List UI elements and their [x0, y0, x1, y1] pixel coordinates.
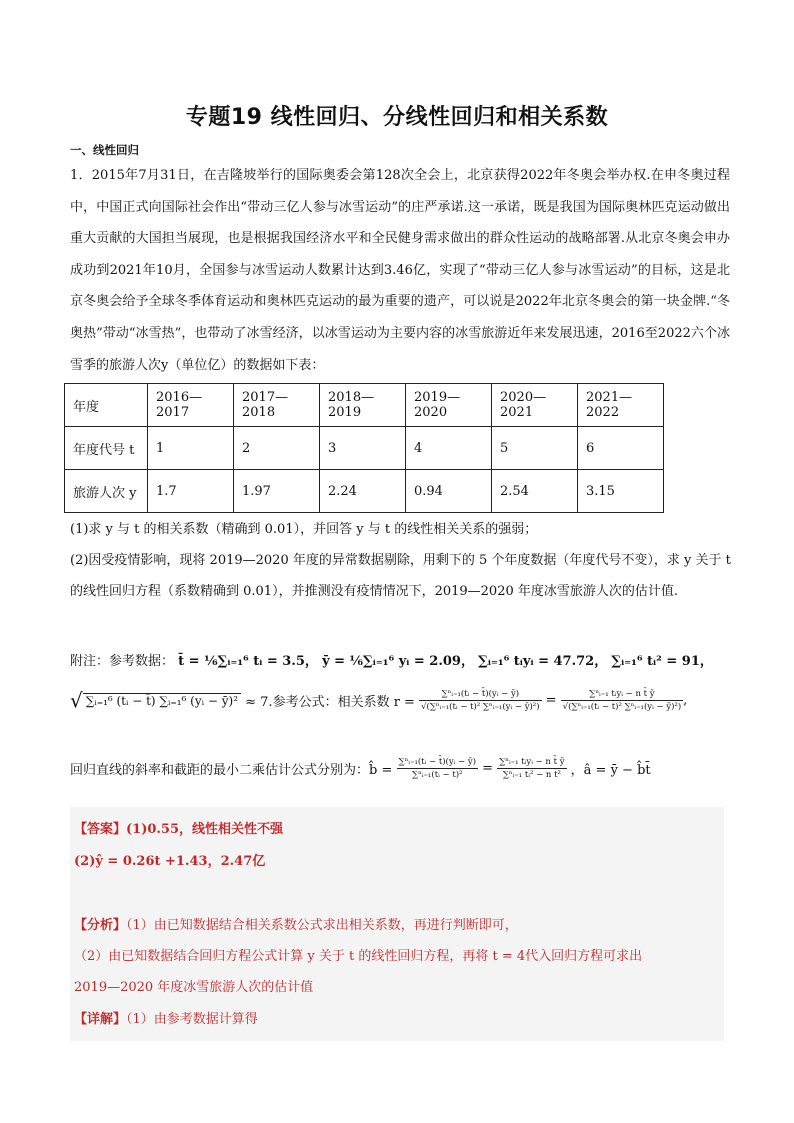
table-cell: 1.97: [234, 470, 320, 513]
table-row: [65, 384, 664, 427]
table-cell: 2016—2017: [148, 384, 234, 427]
table-cell: 5: [492, 427, 578, 470]
sqrt-expression: ∑ᵢ₌₁⁶ (tᵢ − t̄) ∑ᵢ₌₁⁶ (yᵢ − ȳ)²: [83, 693, 241, 708]
table-cell: 2.54: [492, 470, 578, 513]
table-row: [65, 470, 664, 513]
data-table: [64, 383, 664, 513]
row-label-visitors: 旅游人次 y: [65, 470, 148, 513]
analysis-line-1: 【分析】（1）由已知数据结合相关系数公式求出相关系数，再进行判断即可，: [74, 918, 518, 933]
table-cell: 6: [578, 427, 664, 470]
analysis-line-2: （2）由已知数据结合回归方程公式计算 y 关于 t 的线性回归方程，再将 t = 4代入回归方程可求出: [74, 949, 643, 964]
table-row: [65, 427, 664, 470]
table-cell: 2017—2018: [234, 384, 320, 427]
ref-sum-ty: ∑ᵢ₌₁⁶ tᵢyᵢ = 47.72，: [478, 654, 608, 669]
answer-line-1: 【答案】(1)0.55，线性相关性不强: [74, 822, 284, 837]
b-fraction-2: $\frac{\text{∑ⁿᵢ₌₁ tᵢyᵢ − n t̄ ȳ}}{\text{∑ⁿᵢ₌₁ tᵢ² − n t̄²}}$: [499, 757, 565, 780]
table-cell: 1.7: [148, 470, 234, 513]
analysis-tag: 【分析】: [74, 918, 127, 933]
table-cell: 2018—2019: [320, 384, 406, 427]
a-formula: ，â = ȳ − b̂t̄: [570, 763, 651, 778]
table-cell: 2020—2021: [492, 384, 578, 427]
table-cell: 3: [320, 427, 406, 470]
row-label-year: 年度: [65, 384, 148, 427]
ref-mean-y: ȳ = ⅙∑ᵢ₌₁⁶ yᵢ = 2.09，: [322, 654, 474, 669]
reference-data-line: [70, 650, 713, 669]
least-squares-line: 回归直线的斜率和截距的最小二乘估计公式分别为：b̂ = $\frac{\text{∑ⁿᵢ₌₁(tᵢ − t̄)(yᵢ − ȳ)}}{\text{∑ⁿᵢ₌₁(tᵢ − t̄)²}}$ = $\frac{\text{∑ⁿᵢ₌₁ tᵢyᵢ − n t̄ ȳ}}{\text{∑ⁿᵢ₌₁ tᵢ² − n t̄²}}$ ，â = ȳ − b̂t̄: [70, 757, 651, 780]
table-cell: 2021—2022: [578, 384, 664, 427]
answer-line-2: (2)ŷ = 0.26t +1.43，2.47亿: [74, 854, 266, 869]
approx-and-formula-label: ≈ 7.参考公式：相关系数 r =: [245, 695, 415, 710]
table-cell: 2019—2020: [406, 384, 492, 427]
page-title: 专题19 线性回归、分线性回归和相关系数: [185, 105, 609, 130]
r-fraction-1: $\frac{\text{∑ⁿᵢ₌₁(tᵢ − t̄)(yᵢ − ȳ)}}{\text{√(∑ⁿᵢ₌₁(tᵢ − t̄)² ∑ⁿᵢ₌₁(yᵢ − ȳ)²)}}$: [421, 689, 540, 712]
analysis-line-3: 2019—2020 年度冰雪旅游人次的估计值: [74, 980, 314, 995]
question-1: (1)求 y 与 t 的相关系数（精确到 0.01），并回答 y 与 t 的线性相关关系的强弱；: [70, 522, 538, 537]
answer-tag: 【答案】: [74, 822, 127, 837]
ls-prefix: 回归直线的斜率和截距的最小二乘估计公式分别为：b̂ =: [70, 763, 393, 778]
table-cell: 4: [406, 427, 492, 470]
table-cell: 3.15: [578, 470, 664, 513]
table-cell: 0.94: [406, 470, 492, 513]
r-fraction-2: $\frac{\text{∑ⁿᵢ₌₁ tᵢyᵢ − n t̄ ȳ}}{\text{√(∑ⁿᵢ₌₁(tᵢ − t̄)² ∑ⁿᵢ₌₁(yᵢ − ȳ)²)}}$: [562, 689, 682, 712]
table-cell: 2: [234, 427, 320, 470]
question-2: (2)因受疫情影响，现将 2019—2020 年度的异常数据剔除，用剩下的 5 个年度数据（年度代号不变），求 y 关于 t 的线性回归方程（系数精确到 0.01），并推测没有疫情情况下，2019—2020 年度冰雪旅游人次的估计值.: [70, 553, 731, 599]
ref-sum-t2: ∑ᵢ₌₁⁶ tᵢ² = 91，: [611, 654, 713, 669]
detail-tag: 【详解】: [74, 1012, 127, 1027]
table-cell: 2.24: [320, 470, 406, 513]
note-prefix: 附注：参考数据：: [70, 654, 175, 669]
detail-line-1: 【详解】（1）由参考数据计算得: [74, 1012, 258, 1027]
b-fraction-1: $\frac{\text{∑ⁿᵢ₌₁(tᵢ − t̄)(yᵢ − ȳ)}}{\text{∑ⁿᵢ₌₁(tᵢ − t̄)²}}$: [398, 757, 477, 780]
section-heading: 一、线性回归: [70, 143, 139, 157]
problem-intro: 1．2015年7月31日，在吉隆坡举行的国际奥委会第128次全会上，北京获得2022年冬奥会举办权.在申冬奥过程中，中国正式向国际社会作出“带动三亿人参与冰雪运动”的庄严承诺.这一承诺，既是我国为国际奥林匹克运动做出重大贡献的大国担当展现，也是根据我国经济水平和全民健身需求做出的群众性运动的战略部署.从北京冬奥会申办成功到2021年10月，全国参与冰雪运动人数累计达到3.46亿，实现了“带动三亿人参与冰雪运动”的目标，这是北京冬奥会给予全球冬季体育运动和奥林匹克运动的最为重要的遗产，可以说是2022年北京冬奥会的第一块金牌.“冬奥热”带动“冰雪热”，也带动了冰雪经济，以冰雪运动为主要内容的冰雪旅游近年来发展迅速，2016至2022六个冰雪季的旅游人次y（单位亿）的数据如下表：: [70, 168, 730, 373]
table-cell: 1: [148, 427, 234, 470]
row-label-code: 年度代号 t: [65, 427, 148, 470]
formula-line: √ ∑ᵢ₌₁⁶ (tᵢ − t̄) ∑ᵢ₌₁⁶ (yᵢ − ȳ)² ≈ 7.参考公式：相关系数 r = $\frac{\text{∑ⁿᵢ₌₁(tᵢ − t̄)(yᵢ − ȳ)}}{\text{√(∑ⁿᵢ₌₁(tᵢ − t̄)² ∑ⁿᵢ₌₁(yᵢ − ȳ)²)}}$ = $\frac{\text{∑ⁿᵢ₌₁ tᵢyᵢ − n t̄ ȳ}}{\text{√(∑ⁿᵢ₌₁(tᵢ − t̄)² ∑ⁿᵢ₌₁(yᵢ − ȳ)²)}}$ ,: [70, 688, 688, 713]
ref-mean-t: t̄ = ⅙∑ᵢ₌₁⁶ tᵢ = 3.5，: [178, 654, 318, 669]
